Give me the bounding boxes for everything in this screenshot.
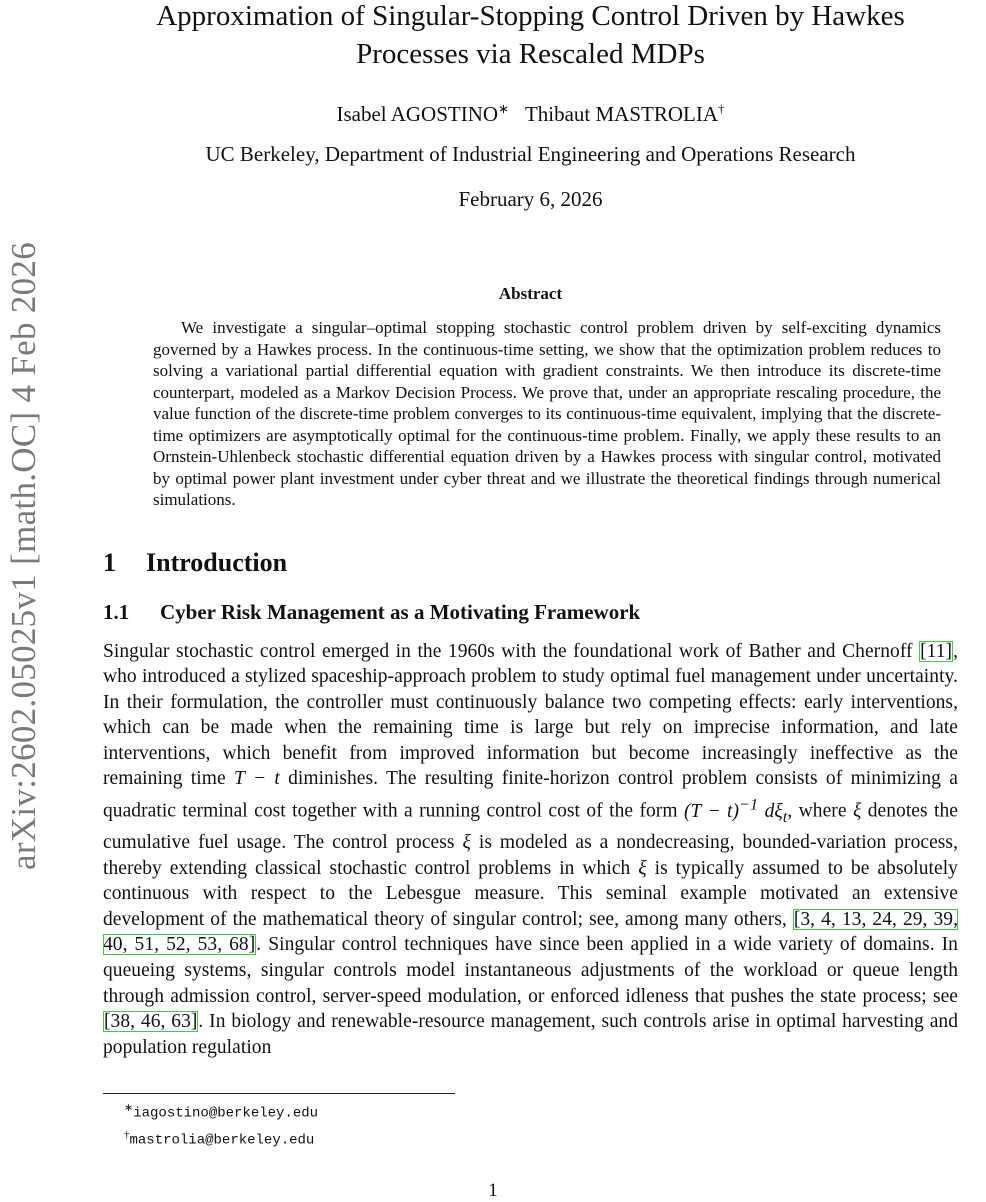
- affiliation: UC Berkeley, Department of Industrial Engineering and Operations Research: [205, 142, 856, 166]
- author-name: Thibaut MASTROLIA: [524, 102, 719, 126]
- abstract-text: We investigate a singular–optimal stopping stochastic control problem driven by self-exciting dynamics governed by a Hawkes process. In the continuous-time setting, we show that the optimization problem reduces to solving a variational partial differential equation with gradient constraints. We then introduce its discrete-time counterpart, modeled as a Markov Decision Process. We prove that, under an appropriate rescaling procedure, the value function of the discrete-time problem converges to its continuous-time equivalent, implying that the discrete-time optimizers are asymptotically optimal for the continuous-time problem. Finally, we apply these results to an Ornstein-Uhlenbeck stochastic differential equation driven by a Hawkes process with singular control, motivated by optimal power plant investment under cyber threat and we illustrate the theoretical findings through numerical simulations.: [153, 318, 941, 509]
- section-heading: [103, 547, 958, 579]
- footnote: ∗iagostino@berkeley.edu: [124, 1102, 319, 1122]
- math-expression: T − t: [233, 768, 280, 790]
- citation-link[interactable]: [38, 46, 63]: [104, 1011, 198, 1033]
- section-number: 1: [103, 547, 116, 577]
- footnote-rule: [103, 1093, 455, 1094]
- paper-title: Approximation of Singular-Stopping Control Driven by Hawkes Processes via Rescaled MDPs: [156, 0, 905, 70]
- footnote-email[interactable]: iagostino@berkeley.edu: [133, 1105, 319, 1122]
- math-expression: ξ: [462, 832, 471, 854]
- subsection-title: Cyber Risk Management as a Motivating Framework: [160, 599, 641, 624]
- paper-page: [103, 0, 958, 1060]
- math-expression: $(T - t)^{-1}$ $d\xi_t$: [683, 795, 788, 826]
- author-footnote-mark[interactable]: ∗: [498, 101, 509, 116]
- math-expression: ξ: [852, 800, 862, 822]
- math-expression: ξ: [638, 857, 647, 879]
- paper-date: February 6, 2026: [458, 187, 603, 211]
- page-number: 1: [488, 1180, 498, 1201]
- footnotes: [124, 1098, 318, 1151]
- author-footnote-mark[interactable]: †: [718, 101, 725, 116]
- citation-link[interactable]: [11]: [920, 640, 953, 662]
- arxiv-stamp: arXiv:2602.05025v1 [math.OC] 4 Feb 2026: [4, 241, 43, 870]
- footnote-email[interactable]: mastrolia@berkeley.edu: [129, 1132, 315, 1149]
- footnote: †mastrolia@berkeley.edu: [124, 1128, 315, 1149]
- author-list: [103, 95, 958, 128]
- abstract-heading: Abstract: [498, 284, 563, 303]
- subsection-heading: [103, 599, 958, 625]
- author-name: Isabel AGOSTINO: [336, 102, 499, 126]
- section-title: Introduction: [146, 547, 288, 577]
- citation-link[interactable]: [3, 4, 13, 24, 29, 39, 40, 51, 52, 53, 68]: [103, 908, 959, 956]
- body-paragraph: Singular stochastic control emerged in the 1960s with the foundational work of Bather and Chernoff [11], who introduced a stylized spaceship-approach problem to study optimal fuel management under uncertainty. In their formulation, the controller must continuously balance two competing effects: early interventions, which can be made when the remaining time is large but rely on imprecise information, and late interventions, which benefit from improved information but become increasingly ineffective as the remaining time T − t diminishes. The resulting finite-horizon control problem consists of minimizing a quadratic terminal cost together with a running control cost of the form $(T - t)^{-1}$ $d\xi_t$, where ξ denotes the cumulative fuel usage. The control process ξ is modeled as a nondecreasing, bounded-variation process, thereby extending classical stochastic control problems in which ξ is typically assumed to be absolutely continuous with respect to the Lebesgue measure. This seminal example motivated an extensive development of the mathematical theory of singular control; see, among many others, [3, 4, 13, 24, 29, 39, 40, 51, 52, 53, 68]. Singular control techniques have since been applied in a wide variety of domains. In queueing systems, singular controls model instantaneous adjustments of the workload or queue length through admission control, server-speed modulation, or enforced idleness that pushes the state process; see [38, 46, 63]. In biology and renewable-resource management, such controls arise in optimal harvesting and population regulation: [103, 640, 959, 1058]
- subsection-number: 1.1: [103, 599, 130, 624]
